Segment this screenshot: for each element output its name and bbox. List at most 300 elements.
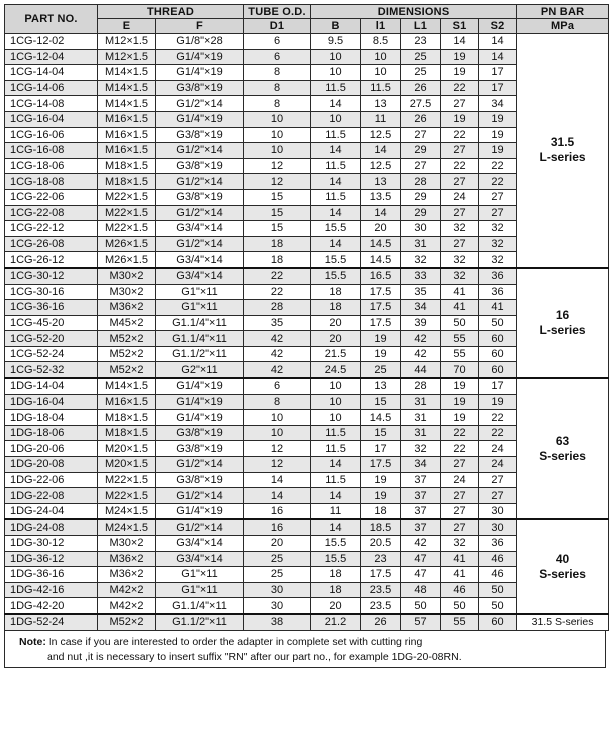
cell-dim-s1: 27 (441, 96, 479, 112)
cell-dim-b: 18 (311, 582, 361, 598)
table-row (5, 268, 609, 284)
cell-tube-od: 20 (244, 536, 311, 552)
cell-thread-e: M24×1.5 (98, 503, 156, 519)
cell-thread-f: G3/4"×14 (156, 551, 244, 567)
cell-dim-b: 10 (311, 378, 361, 394)
cell-dim-s2: 60 (479, 346, 517, 362)
cell-dim-l1-lower: 13.5 (361, 189, 401, 205)
cell-dim-s2: 50 (479, 582, 517, 598)
cell-tube-od: 28 (244, 300, 311, 316)
cell-part-no: 1CG-52-32 (5, 362, 98, 378)
cell-dim-s1: 19 (441, 378, 479, 394)
cell-part-no: 1CG-14-08 (5, 96, 98, 112)
header-s1: S1 (441, 19, 479, 34)
cell-thread-f: G1.1/2"×11 (156, 614, 244, 631)
cell-dim-s1: 50 (441, 315, 479, 331)
cell-dim-s2: 22 (479, 158, 517, 174)
cell-thread-f: G1/2"×14 (156, 457, 244, 473)
table-row (5, 614, 609, 631)
cell-thread-f: G3/8"×19 (156, 425, 244, 441)
cell-part-no: 1CG-45-20 (5, 315, 98, 331)
cell-dim-s2: 41 (479, 300, 517, 316)
cell-part-no: 1CG-52-24 (5, 346, 98, 362)
cell-dim-l1-upper: 29 (401, 143, 441, 159)
cell-dim-b: 14 (311, 457, 361, 473)
cell-tube-od: 42 (244, 362, 311, 378)
cell-dim-l1-lower: 16.5 (361, 268, 401, 284)
cell-dim-b: 11.5 (311, 158, 361, 174)
cell-dim-s2: 50 (479, 598, 517, 614)
cell-dim-l1-lower: 14 (361, 143, 401, 159)
cell-thread-f: G1"×11 (156, 582, 244, 598)
cell-part-no: 1CG-22-06 (5, 189, 98, 205)
cell-dim-l1-lower: 17 (361, 441, 401, 457)
pressure-value: 31.5 S-series (531, 615, 594, 628)
cell-dim-l1-upper: 31 (401, 394, 441, 410)
cell-dim-s1: 55 (441, 614, 479, 631)
note-label: Note: (19, 635, 46, 648)
cell-dim-l1-upper: 48 (401, 582, 441, 598)
order-note (4, 631, 606, 668)
cell-dim-s1: 19 (441, 410, 479, 426)
header-b: B (311, 19, 361, 34)
header-mpa: MPa (517, 19, 609, 34)
cell-dim-l1-lower: 15 (361, 394, 401, 410)
cell-part-no: 1DG-52-24 (5, 614, 98, 631)
cell-part-no: 1DG-42-20 (5, 598, 98, 614)
cell-dim-s1: 19 (441, 49, 479, 65)
cell-tube-od: 22 (244, 268, 311, 284)
cell-dim-l1-upper: 32 (401, 441, 441, 457)
series-name: L-series (539, 322, 586, 337)
cell-tube-od: 12 (244, 457, 311, 473)
cell-thread-f: G1/4"×19 (156, 503, 244, 519)
cell-dim-s2: 60 (479, 362, 517, 378)
cell-dim-l1-upper: 27 (401, 127, 441, 143)
cell-dim-l1-upper: 35 (401, 284, 441, 300)
cell-dim-l1-lower: 14 (361, 205, 401, 221)
cell-tube-od: 25 (244, 567, 311, 583)
table-row (5, 519, 609, 535)
cell-dim-s2: 27 (479, 488, 517, 504)
cell-dim-s2: 27 (479, 189, 517, 205)
cell-dim-b: 21.2 (311, 614, 361, 631)
cell-part-no: 1CG-22-08 (5, 205, 98, 221)
cell-dim-s1: 55 (441, 331, 479, 347)
cell-dim-l1-upper: 27.5 (401, 96, 441, 112)
cell-thread-e: M30×2 (98, 284, 156, 300)
cell-dim-l1-upper: 34 (401, 457, 441, 473)
cell-thread-e: M42×2 (98, 582, 156, 598)
cell-thread-f: G3/8"×19 (156, 80, 244, 96)
cell-dim-l1-lower: 17.5 (361, 457, 401, 473)
cell-part-no: 1DG-42-16 (5, 582, 98, 598)
cell-part-no: 1CG-26-12 (5, 252, 98, 268)
cell-dim-l1-lower: 18.5 (361, 519, 401, 535)
cell-thread-e: M12×1.5 (98, 49, 156, 65)
cell-dim-l1-lower: 13 (361, 96, 401, 112)
cell-thread-e: M24×1.5 (98, 519, 156, 535)
cell-thread-f: G1/4"×19 (156, 378, 244, 394)
cell-dim-s2: 17 (479, 378, 517, 394)
cell-dim-l1-lower: 23.5 (361, 582, 401, 598)
cell-dim-s1: 27 (441, 205, 479, 221)
cell-dim-b: 10 (311, 111, 361, 127)
cell-part-no: 1CG-22-12 (5, 221, 98, 237)
cell-dim-s1: 22 (441, 425, 479, 441)
cell-thread-e: M22×1.5 (98, 189, 156, 205)
pressure-value: 63 (555, 433, 570, 448)
table-body (5, 34, 609, 631)
cell-dim-s2: 32 (479, 236, 517, 252)
cell-dim-l1-lower: 26 (361, 614, 401, 631)
cell-thread-f: G1/2"×14 (156, 488, 244, 504)
cell-tube-od: 25 (244, 551, 311, 567)
cell-dim-l1-lower: 23.5 (361, 598, 401, 614)
cell-dim-s2: 19 (479, 127, 517, 143)
cell-thread-f: G1"×11 (156, 300, 244, 316)
cell-dim-s2: 17 (479, 80, 517, 96)
cell-dim-b: 10 (311, 65, 361, 81)
cell-part-no: 1CG-16-08 (5, 143, 98, 159)
cell-dim-l1-upper: 25 (401, 65, 441, 81)
cell-dim-l1-lower: 13 (361, 378, 401, 394)
cell-dim-l1-lower: 10 (361, 65, 401, 81)
cell-dim-l1-upper: 32 (401, 252, 441, 268)
cell-part-no: 1CG-30-12 (5, 268, 98, 284)
cell-dim-s2: 46 (479, 551, 517, 567)
cell-thread-f: G3/8"×19 (156, 472, 244, 488)
cell-thread-f: G3/4"×14 (156, 221, 244, 237)
cell-dim-s1: 27 (441, 488, 479, 504)
cell-dim-b: 10 (311, 49, 361, 65)
cell-thread-e: M20×1.5 (98, 441, 156, 457)
cell-tube-od: 42 (244, 331, 311, 347)
cell-dim-s1: 70 (441, 362, 479, 378)
cell-dim-s1: 32 (441, 252, 479, 268)
cell-tube-od: 42 (244, 346, 311, 362)
cell-dim-l1-lower: 19 (361, 488, 401, 504)
cell-thread-f: G1"×11 (156, 284, 244, 300)
cell-thread-e: M14×1.5 (98, 80, 156, 96)
cell-dim-l1-lower: 19 (361, 346, 401, 362)
cell-tube-od: 22 (244, 284, 311, 300)
cell-dim-s2: 60 (479, 614, 517, 631)
cell-thread-e: M14×1.5 (98, 378, 156, 394)
cell-tube-od: 16 (244, 503, 311, 519)
cell-dim-l1-upper: 37 (401, 472, 441, 488)
cell-dim-s1: 19 (441, 394, 479, 410)
cell-dim-b: 15.5 (311, 252, 361, 268)
cell-dim-l1-upper: 29 (401, 205, 441, 221)
cell-dim-l1-lower: 17.5 (361, 284, 401, 300)
cell-dim-s2: 32 (479, 221, 517, 237)
cell-dim-l1-lower: 20.5 (361, 536, 401, 552)
cell-tube-od: 38 (244, 614, 311, 631)
cell-part-no: 1DG-24-04 (5, 503, 98, 519)
cell-dim-b: 15.5 (311, 551, 361, 567)
cell-dim-b: 14 (311, 205, 361, 221)
cell-dim-l1-lower: 10 (361, 49, 401, 65)
cell-dim-s1: 27 (441, 457, 479, 473)
cell-dim-b: 14 (311, 143, 361, 159)
cell-part-no: 1CG-16-06 (5, 127, 98, 143)
cell-dim-b: 11.5 (311, 127, 361, 143)
cell-thread-e: M30×2 (98, 268, 156, 284)
cell-tube-od: 12 (244, 441, 311, 457)
cell-thread-e: M16×1.5 (98, 111, 156, 127)
cell-part-no: 1CG-18-08 (5, 174, 98, 190)
series-name: S-series (539, 448, 586, 463)
cell-dim-b: 20 (311, 331, 361, 347)
cell-thread-e: M16×1.5 (98, 127, 156, 143)
cell-dim-s1: 14 (441, 34, 479, 50)
cell-tube-od: 30 (244, 582, 311, 598)
cell-dim-s2: 19 (479, 111, 517, 127)
cell-dim-l1-lower: 12.5 (361, 127, 401, 143)
cell-thread-e: M36×2 (98, 551, 156, 567)
note-line-2: and nut ,it is necessary to insert suffix "RN" after our part no., for example 1DG-20-08RN. (47, 650, 462, 663)
cell-thread-f: G1/4"×19 (156, 394, 244, 410)
cell-thread-e: M18×1.5 (98, 174, 156, 190)
header-dimensions: DIMENSIONS (311, 5, 517, 19)
cell-dim-s2: 14 (479, 49, 517, 65)
cell-dim-l1-upper: 42 (401, 346, 441, 362)
cell-thread-f: G1/4"×19 (156, 111, 244, 127)
cell-dim-l1-upper: 28 (401, 174, 441, 190)
cell-dim-l1-lower: 13 (361, 174, 401, 190)
cell-dim-b: 11.5 (311, 425, 361, 441)
cell-part-no: 1CG-26-08 (5, 236, 98, 252)
cell-tube-od: 30 (244, 598, 311, 614)
cell-dim-l1-upper: 47 (401, 567, 441, 583)
cell-part-no: 1DG-22-06 (5, 472, 98, 488)
cell-dim-l1-upper: 57 (401, 614, 441, 631)
cell-tube-od: 15 (244, 221, 311, 237)
cell-dim-s2: 46 (479, 567, 517, 583)
cell-tube-od: 16 (244, 519, 311, 535)
cell-tube-od: 14 (244, 472, 311, 488)
header-l1-upper: L1 (401, 19, 441, 34)
cell-thread-f: G1/2"×14 (156, 143, 244, 159)
cell-thread-f: G1/4"×19 (156, 65, 244, 81)
cell-thread-f: G3/4"×14 (156, 536, 244, 552)
cell-thread-f: G1/4"×19 (156, 410, 244, 426)
spec-table (4, 4, 609, 631)
cell-dim-b: 10 (311, 394, 361, 410)
cell-dim-b: 15.5 (311, 268, 361, 284)
pressure-value: 31.5 (550, 135, 575, 150)
cell-thread-e: M30×2 (98, 536, 156, 552)
cell-tube-od: 18 (244, 252, 311, 268)
cell-part-no: 1DG-20-06 (5, 441, 98, 457)
header-e: E (98, 19, 156, 34)
cell-dim-s2: 30 (479, 519, 517, 535)
cell-tube-od: 10 (244, 410, 311, 426)
cell-thread-e: M52×2 (98, 331, 156, 347)
cell-dim-l1-upper: 30 (401, 221, 441, 237)
header-l1-lower: l1 (361, 19, 401, 34)
cell-dim-s1: 22 (441, 127, 479, 143)
cell-dim-l1-upper: 37 (401, 519, 441, 535)
table-row (5, 378, 609, 394)
cell-dim-s2: 36 (479, 284, 517, 300)
cell-thread-e: M14×1.5 (98, 65, 156, 81)
cell-dim-s1: 41 (441, 567, 479, 583)
cell-thread-e: M14×1.5 (98, 96, 156, 112)
cell-part-no: 1DG-18-04 (5, 410, 98, 426)
cell-dim-l1-lower: 25 (361, 362, 401, 378)
cell-thread-f: G3/8"×19 (156, 158, 244, 174)
cell-dim-l1-upper: 26 (401, 80, 441, 96)
cell-dim-s1: 46 (441, 582, 479, 598)
cell-dim-s1: 27 (441, 236, 479, 252)
cell-dim-s2: 22 (479, 410, 517, 426)
cell-dim-l1-lower: 14.5 (361, 252, 401, 268)
cell-tube-od: 10 (244, 111, 311, 127)
cell-dim-l1-lower: 11.5 (361, 80, 401, 96)
cell-thread-f: G1.1/4"×11 (156, 315, 244, 331)
note-line-1: In case if you are interested to order the adapter in complete set with cutting ring (48, 635, 423, 648)
cell-part-no: 1DG-36-12 (5, 551, 98, 567)
cell-dim-s2: 27 (479, 472, 517, 488)
cell-thread-f: G1"×11 (156, 567, 244, 583)
cell-thread-f: G1.1/4"×11 (156, 331, 244, 347)
cell-dim-b: 18 (311, 567, 361, 583)
cell-tube-od: 14 (244, 488, 311, 504)
cell-thread-f: G3/8"×19 (156, 441, 244, 457)
cell-dim-s1: 19 (441, 65, 479, 81)
cell-dim-s2: 19 (479, 394, 517, 410)
cell-tube-od: 8 (244, 96, 311, 112)
cell-dim-l1-lower: 12.5 (361, 158, 401, 174)
cell-dim-l1-lower: 20 (361, 221, 401, 237)
cell-dim-s2: 19 (479, 143, 517, 159)
cell-dim-s1: 32 (441, 221, 479, 237)
cell-thread-f: G3/8"×19 (156, 127, 244, 143)
cell-dim-s1: 32 (441, 268, 479, 284)
cell-tube-od: 10 (244, 425, 311, 441)
cell-thread-e: M52×2 (98, 362, 156, 378)
cell-thread-f: G3/4"×14 (156, 252, 244, 268)
cell-thread-e: M18×1.5 (98, 410, 156, 426)
header-f: F (156, 19, 244, 34)
cell-dim-b: 11.5 (311, 189, 361, 205)
cell-dim-s2: 24 (479, 457, 517, 473)
cell-dim-s2: 36 (479, 268, 517, 284)
cell-thread-f: G2"×11 (156, 362, 244, 378)
cell-thread-f: G1.1/4"×11 (156, 598, 244, 614)
cell-thread-e: M45×2 (98, 315, 156, 331)
adapter-spec-sheet (4, 4, 608, 668)
cell-thread-e: M16×1.5 (98, 143, 156, 159)
header-d1: D1 (244, 19, 311, 34)
cell-dim-l1-lower: 23 (361, 551, 401, 567)
pressure-value: 16 (555, 307, 570, 322)
cell-part-no: 1DG-30-12 (5, 536, 98, 552)
cell-dim-s1: 27 (441, 503, 479, 519)
cell-dim-l1-upper: 37 (401, 503, 441, 519)
cell-dim-s2: 30 (479, 503, 517, 519)
cell-dim-l1-upper: 29 (401, 189, 441, 205)
table-row (5, 34, 609, 50)
cell-tube-od: 6 (244, 49, 311, 65)
cell-thread-e: M52×2 (98, 346, 156, 362)
cell-dim-b: 14 (311, 96, 361, 112)
pressure-series-label (517, 519, 609, 614)
cell-part-no: 1CG-12-04 (5, 49, 98, 65)
cell-part-no: 1DG-22-08 (5, 488, 98, 504)
cell-thread-f: G1/2"×14 (156, 519, 244, 535)
header-part-no: PART NO. (5, 5, 98, 34)
cell-dim-s1: 22 (441, 158, 479, 174)
cell-dim-l1-upper: 33 (401, 268, 441, 284)
cell-thread-f: G1/2"×14 (156, 205, 244, 221)
cell-thread-e: M36×2 (98, 300, 156, 316)
cell-thread-e: M42×2 (98, 598, 156, 614)
cell-dim-s1: 41 (441, 551, 479, 567)
cell-dim-l1-lower: 17.5 (361, 567, 401, 583)
cell-dim-l1-upper: 25 (401, 49, 441, 65)
cell-thread-f: G3/4"×14 (156, 268, 244, 284)
cell-tube-od: 15 (244, 189, 311, 205)
cell-thread-e: M22×1.5 (98, 205, 156, 221)
cell-dim-s2: 32 (479, 252, 517, 268)
cell-dim-s1: 22 (441, 80, 479, 96)
cell-dim-l1-upper: 34 (401, 300, 441, 316)
cell-dim-s1: 32 (441, 536, 479, 552)
cell-part-no: 1CG-18-06 (5, 158, 98, 174)
cell-dim-s2: 22 (479, 425, 517, 441)
cell-dim-l1-lower: 14.5 (361, 236, 401, 252)
cell-tube-od: 6 (244, 378, 311, 394)
cell-dim-s1: 27 (441, 174, 479, 190)
cell-part-no: 1DG-24-08 (5, 519, 98, 535)
cell-dim-l1-upper: 42 (401, 331, 441, 347)
cell-dim-s1: 24 (441, 472, 479, 488)
cell-dim-s1: 27 (441, 143, 479, 159)
cell-dim-b: 11 (311, 503, 361, 519)
cell-dim-s2: 50 (479, 315, 517, 331)
cell-dim-l1-lower: 19 (361, 472, 401, 488)
cell-dim-s1: 27 (441, 519, 479, 535)
cell-dim-b: 11.5 (311, 441, 361, 457)
cell-dim-l1-upper: 47 (401, 551, 441, 567)
cell-part-no: 1CG-30-16 (5, 284, 98, 300)
cell-thread-f: G1/2"×14 (156, 96, 244, 112)
cell-thread-e: M26×1.5 (98, 236, 156, 252)
cell-dim-s1: 41 (441, 284, 479, 300)
cell-dim-l1-upper: 27 (401, 158, 441, 174)
cell-dim-b: 14 (311, 519, 361, 535)
cell-thread-f: G3/8"×19 (156, 189, 244, 205)
cell-tube-od: 6 (244, 34, 311, 50)
cell-tube-od: 10 (244, 143, 311, 159)
cell-dim-b: 18 (311, 300, 361, 316)
cell-dim-b: 21.5 (311, 346, 361, 362)
cell-thread-e: M16×1.5 (98, 394, 156, 410)
cell-thread-f: G1/4"×19 (156, 49, 244, 65)
cell-dim-s1: 24 (441, 189, 479, 205)
cell-dim-l1-lower: 15 (361, 425, 401, 441)
cell-thread-e: M18×1.5 (98, 158, 156, 174)
cell-tube-od: 35 (244, 315, 311, 331)
cell-dim-b: 9.5 (311, 34, 361, 50)
cell-thread-e: M52×2 (98, 614, 156, 631)
cell-dim-s1: 19 (441, 111, 479, 127)
cell-dim-b: 11.5 (311, 472, 361, 488)
cell-tube-od: 8 (244, 65, 311, 81)
